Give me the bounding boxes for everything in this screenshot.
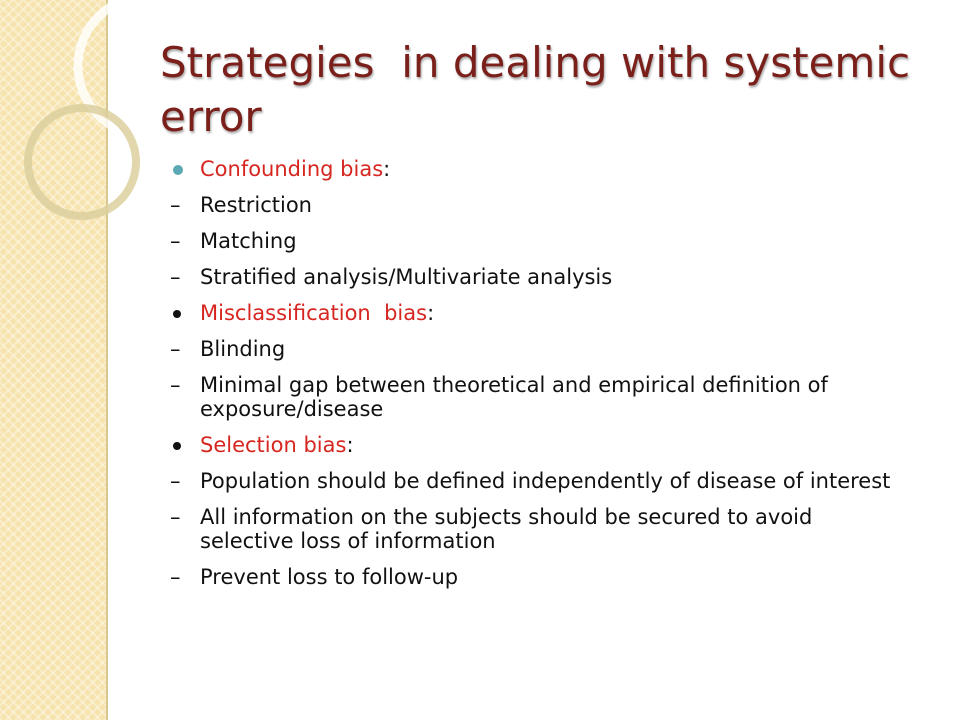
section-heading-confounding <box>170 157 910 181</box>
section-heading-selection <box>170 433 910 457</box>
slide-title: Strategies in dealing with systemic error <box>160 38 924 141</box>
list-item <box>170 373 910 421</box>
list-item <box>170 505 910 553</box>
bullet-dot-icon <box>173 310 181 318</box>
list-item-text: Restriction <box>200 193 312 217</box>
bullet-dot-icon <box>173 165 183 175</box>
list-item <box>170 265 910 289</box>
sidebar-pattern <box>0 0 106 720</box>
heading-colon: : <box>346 433 354 457</box>
dash-marker: – <box>170 265 181 289</box>
list-item-text: Minimal gap between theoretical and empirical definition of exposure/disease <box>200 373 835 421</box>
heading-text: Selection bias <box>200 433 347 457</box>
heading-colon: : <box>427 301 435 325</box>
list-item <box>170 469 910 493</box>
dash-marker: – <box>170 229 181 253</box>
dash-marker: – <box>170 337 181 361</box>
dash-marker: – <box>170 565 181 589</box>
dash-marker: – <box>170 469 181 493</box>
list-item <box>170 565 910 589</box>
section-heading-misclassification <box>170 301 910 325</box>
list-item-text: Prevent loss to follow-up <box>200 565 459 589</box>
list-item <box>170 337 910 361</box>
list-item-text: Stratified analysis/Multivariate analysis <box>200 265 613 289</box>
sidebar-divider <box>106 0 108 720</box>
list-item-text: Blinding <box>200 337 286 361</box>
bullet-dot-icon <box>173 442 181 450</box>
dash-marker: – <box>170 373 181 397</box>
dash-marker: – <box>170 193 181 217</box>
list-item <box>170 193 910 217</box>
list-item <box>170 229 910 253</box>
slide-body <box>170 157 910 589</box>
heading-text: Confounding bias <box>200 157 384 181</box>
dash-marker: – <box>170 505 181 529</box>
list-item-text: Matching <box>200 229 297 253</box>
list-item-text: Population should be defined independently of disease of interest <box>200 469 891 493</box>
heading-text: Misclassification bias <box>200 301 428 325</box>
heading-colon: : <box>383 157 391 181</box>
list-item-text: All information on the subjects should be secured to avoid selective loss of information <box>200 505 820 553</box>
